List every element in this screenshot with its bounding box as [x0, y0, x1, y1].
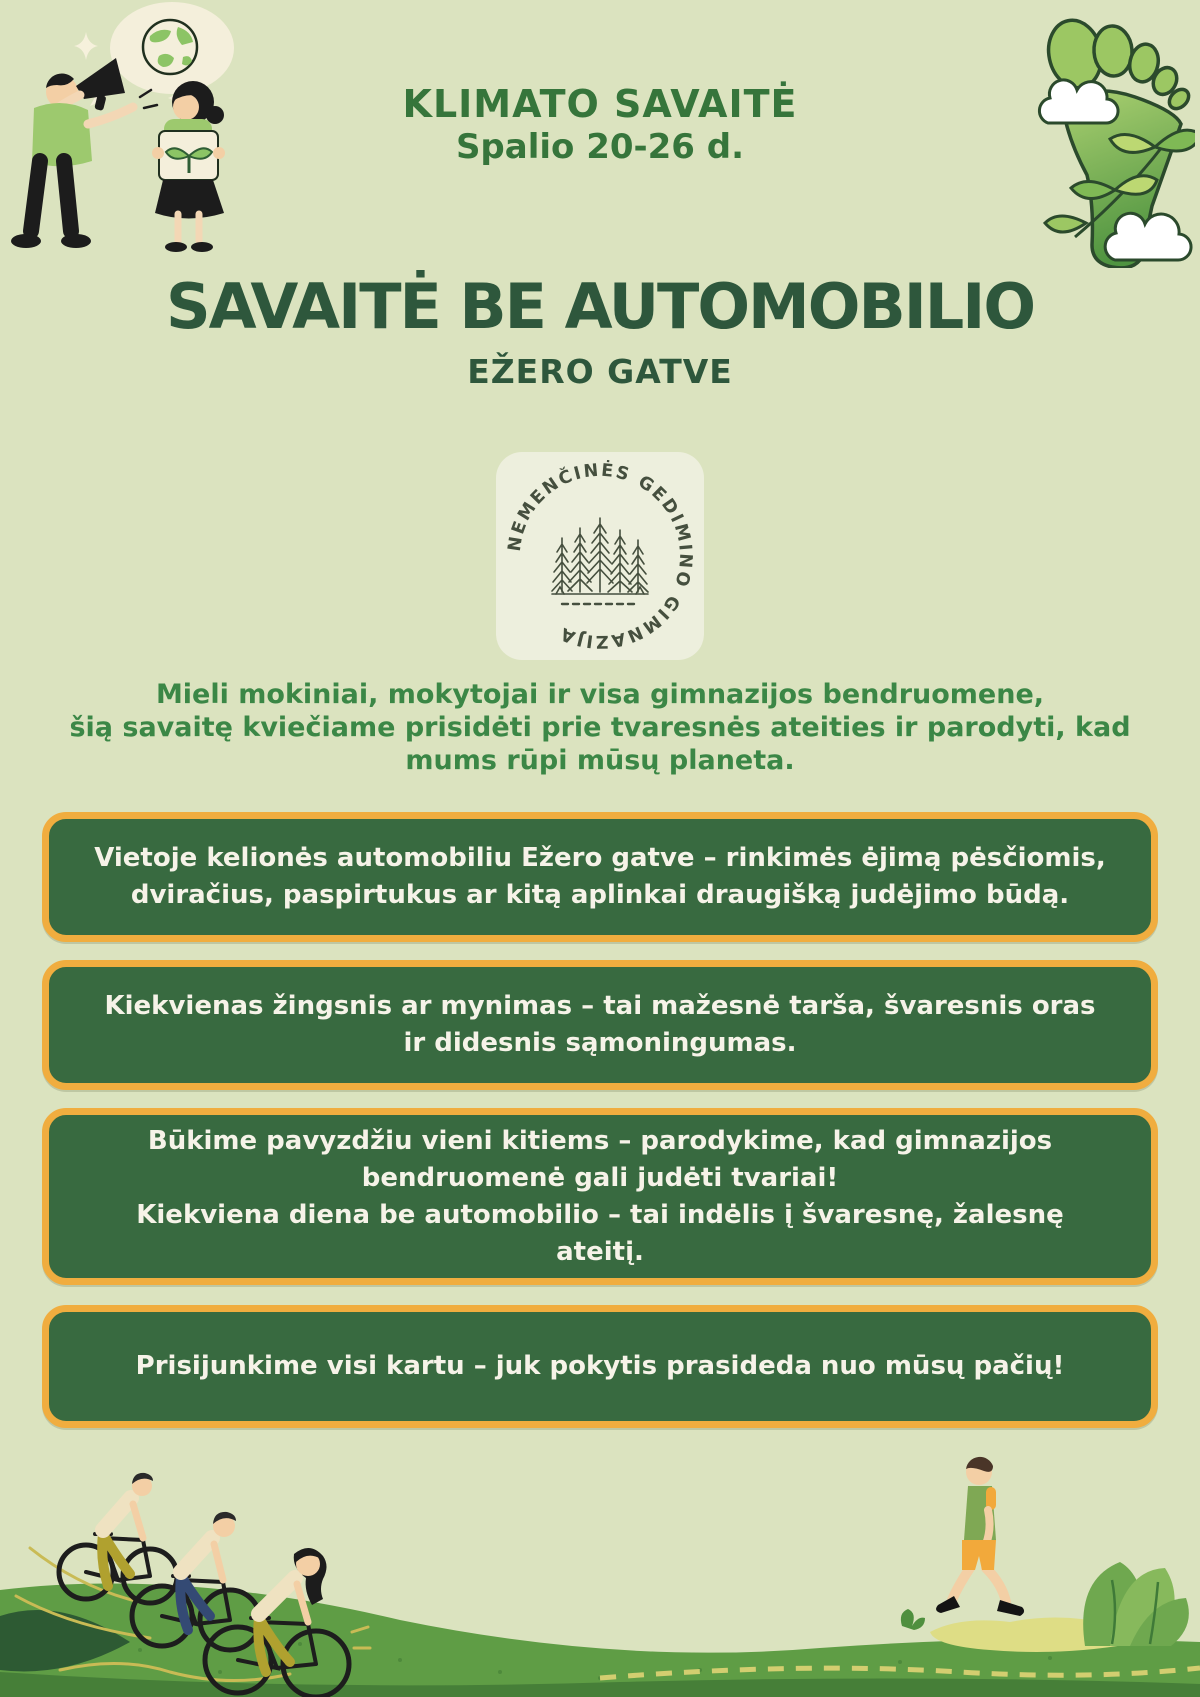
small-sprout-icon	[901, 1609, 925, 1630]
cloud-icon	[1039, 80, 1118, 123]
bush	[1083, 1562, 1189, 1646]
green-footprint-illustration	[945, 6, 1195, 268]
school-logo	[496, 452, 704, 660]
message-text: Kiekviena diena be automobilio – tai indėlis į švaresnę, žalesnę ateitį.	[136, 1199, 1064, 1267]
message-text: Prisijunkime visi kartu – juk pokytis prasideda nuo mūsų pačių!	[135, 1351, 1065, 1381]
intro-line: mums rūpi mūsų planeta.	[405, 745, 795, 776]
bottom-landscape-illustration	[0, 1420, 1200, 1697]
message-box-2	[42, 960, 1158, 1090]
intro-line: šią savaitę kviečiame prisidėti prie tvaresnės ateities ir parodyti, kad	[69, 712, 1131, 743]
event-dates: Spalio 20-26 d.	[455, 126, 745, 167]
sparkle-icon	[74, 32, 98, 60]
message-text: Kiekvienas žingsnis ar mynimas – tai mažesnė tarša, švaresnis oras ir didesnis sąmoningumas.	[104, 991, 1096, 1058]
message-text: Būkime pavyzdžiu vieni kitiems – parodykime, kad gimnazijos bendruomenė gali judėti tvariai!	[147, 1125, 1053, 1193]
pine-trees-icon	[552, 518, 648, 604]
intro-paragraph	[0, 678, 1200, 777]
message-box-4	[42, 1305, 1158, 1428]
message-text: Vietoje kelionės automobiliu Ežero gatve – rinkimės ėjimą pėsčiomis, dviračius, paspirtukus ar kitą aplinkai draugišką judėjimo būdą.	[94, 843, 1106, 910]
school-name-ring: NEMENČINĖS GEDIMINO GIMNAZIJA	[504, 460, 696, 652]
intro-line: Mieli mokiniai, mokytojai ir visa gimnazijos bendruomene,	[155, 679, 1045, 710]
school-logo-emblem	[496, 452, 704, 660]
message-box-3	[42, 1108, 1158, 1285]
walking-person	[936, 1457, 1024, 1616]
shorts	[962, 1540, 996, 1570]
cloud-icon	[1105, 213, 1191, 260]
message-box-1	[42, 812, 1158, 942]
earth-icon	[143, 20, 197, 74]
subtitle: EŽERO GATVE	[467, 352, 733, 391]
main-title: SAVAITĖ BE AUTOMOBILIO	[165, 270, 1035, 343]
event-title: KLIMATO SAVAITĖ	[402, 82, 798, 126]
arm	[986, 1510, 990, 1544]
